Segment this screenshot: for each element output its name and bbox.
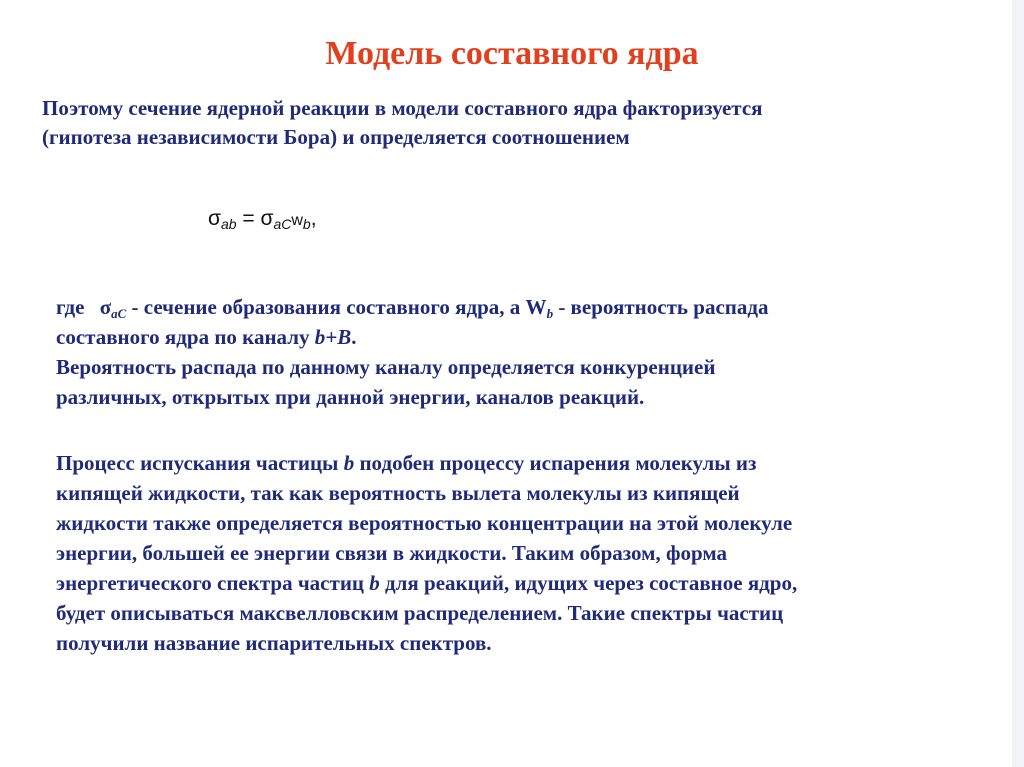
intro-paragraph: [42, 94, 992, 152]
emission-line-7: получили название испарительных спектров.: [56, 631, 492, 655]
formula-w-subscript: b: [302, 216, 311, 232]
competition-line: различных, открытых при данной энергии, каналов реакций.: [56, 385, 645, 409]
emission-line1-c: подобен процессу испарения молекулы из: [354, 451, 757, 475]
slide-edge: [1012, 0, 1024, 767]
where-line2-text: составного ядра по каналу: [56, 325, 315, 349]
emission-line-4: энергии, большей ее энергии связи в жидкости. Таким образом, форма: [56, 541, 728, 565]
where-line-2: [56, 322, 996, 352]
cross-section-formula: [208, 204, 317, 236]
where-text-b: - вероятность распада: [553, 295, 769, 319]
formula-lhs-subscript: ab: [220, 216, 237, 232]
emission-line1-a: Процесс испускания частицы: [56, 451, 344, 475]
where-sigma-subscript: aC: [111, 306, 127, 321]
intro-line: (гипотеза независимости Бора) и определяется соотношением: [42, 125, 630, 149]
where-paragraph: [56, 292, 996, 352]
emission-line-1: [56, 448, 996, 478]
formula-lhs-sigma: σ: [208, 207, 221, 230]
competition-line: Вероятность распада по данному каналу определяется конкуренцией: [56, 355, 716, 379]
emission-line-6: будет описываться максвелловским распределением. Такие спектры частиц: [56, 601, 784, 625]
formula-trailing: ,: [310, 207, 317, 230]
emission-particle-b: b: [343, 451, 355, 475]
emission-line5-a: энергетического спектра частиц: [56, 571, 370, 595]
emission-line5-c: для реакций, идущих через составное ядро,: [379, 571, 798, 595]
where-text-a: - сечение образования составного ядра, а W: [126, 295, 547, 319]
emission-line-2: кипящей жидкости, так как вероятность вылета молекулы из кипящей: [56, 481, 740, 505]
slide-title: Модель составного ядра: [325, 35, 699, 72]
formula-rhs-subscript: aC: [273, 216, 292, 232]
formula-rhs-sigma: σ: [260, 207, 274, 230]
emission-particle-b-2: b: [369, 571, 380, 595]
formula-w: w: [291, 212, 303, 229]
intro-line: Поэтому сечение ядерной реакции в модели составного ядра факторизуется: [42, 96, 763, 120]
where-line-1: [56, 292, 996, 322]
formula-equals: =: [236, 207, 261, 230]
where-w-subscript: b: [546, 306, 554, 321]
where-lead: где: [56, 295, 90, 319]
where-sigma: σ: [99, 295, 112, 319]
emission-line-3: жидкости также определяется вероятностью концентрации на этой молекуле: [56, 511, 793, 535]
emission-paragraph: [56, 448, 996, 658]
competition-paragraph: [56, 352, 996, 412]
emission-line-5: [56, 568, 996, 598]
where-line2-end: .: [351, 325, 357, 349]
where-channel: b+B: [314, 325, 352, 349]
